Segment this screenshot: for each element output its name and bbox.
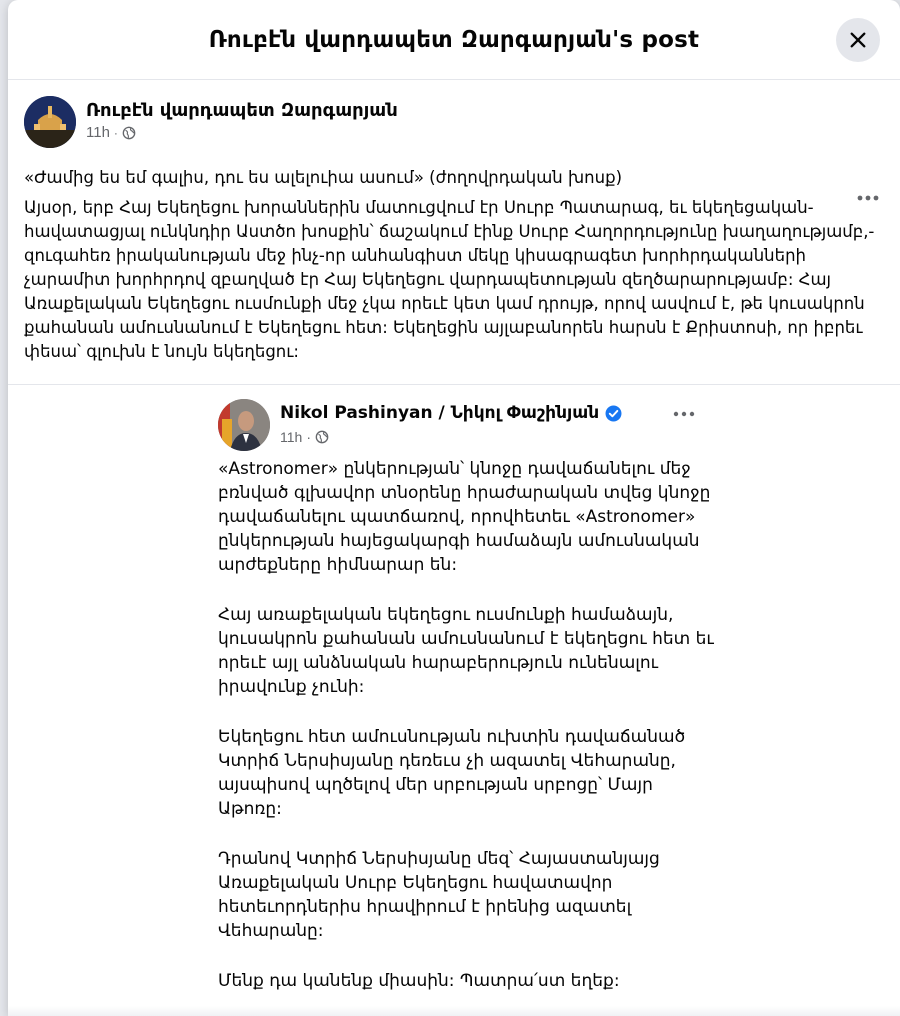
dialog-header: [8, 0, 900, 80]
avatar-image: [218, 399, 270, 451]
verified-badge-icon: [605, 405, 622, 422]
meta-separator: ·: [306, 429, 311, 445]
author-avatar[interactable]: [24, 96, 76, 148]
post-meta: [86, 124, 136, 141]
close-icon: [849, 31, 867, 49]
shared-author: [280, 403, 622, 423]
shared-author-name[interactable]: Nikol Pashinyan / Նիկոլ Փաշինյան: [280, 403, 600, 423]
shared-paragraph: «Astronomer» ընկերության՝ կնոջը դավաճանելու մեջ բռնված գլխավոր տնօրենը հրաժարական տվեց կնոջը դավաճանելու պատճառով, որովհետեւ «Astronomer» ընկերության հայեցակարգի համաձայն ամուսնական արժեքները հիմնարար են:: [218, 459, 711, 575]
post-quote: «Ժամից ես եմ գալիս, դու ես ալելուիա ասում» (ժողովրդական խոսք): [24, 168, 623, 187]
shared-post-time[interactable]: 11h: [280, 429, 303, 445]
shared-post: [8, 384, 900, 1016]
shared-post-meta: [280, 429, 329, 445]
shared-paragraph: Եկեղեցու հետ ամուսնության ուխտին դավաճանած Կտրիճ Ներսիսյանը դեռեւս չի ազատել Վեհարանը, այսպիսով պղծելով մեր սրբության սրբոցը՝ Մայր Աթոռը:: [218, 727, 686, 819]
shared-post-content: [208, 385, 728, 1016]
avatar-image: [24, 96, 76, 148]
shared-more-button[interactable]: [666, 399, 702, 429]
globe-icon: [315, 430, 329, 444]
shared-post-text: [218, 457, 718, 1016]
post-paragraph: Այսօր, երբ Հայ Եկեղեցու խորաններին մատուցվում էր Սուրբ Պատարագ, եւ եկեղեցական-հավատացյալ ունկնդիր Աստծո խոսքին՝ ճաշակում էինք Սուրբ Հաղորդությունը խաղաղությամբ,-զուգահեռ իրականության մեջ ինչ-որ անհանգիստ մեկը կիսագրագետ խորհրդականների չարամիտ խորհրդով զբաղված էր Հայ Եկեղեցու վարդապետության զեղծարարությամբ: Հայ Առաքելական Եկեղեցու ուսմունքի մեջ չկա որեւէ կետ կամ դրույթ, որով ասվում է, թե կուսակրոն քահանան ամուսնանում է Եկեղեցու հետ: Եկեղեցին այլաբանորեն հարսն է Քրիստոսի, որ իբրեւ փեսա՝ գլուխն է նույն եկեղեցու:: [24, 198, 875, 361]
shared-author-avatar[interactable]: [218, 399, 270, 451]
post-dialog: [8, 0, 900, 1016]
more-horizontal-icon: [673, 410, 695, 418]
post-time[interactable]: 11h: [86, 124, 110, 141]
close-button[interactable]: [836, 18, 880, 62]
post-header: [8, 80, 900, 146]
globe-icon: [122, 126, 136, 140]
post: [8, 80, 900, 364]
post-more-button[interactable]: [850, 180, 886, 216]
shared-paragraph: Հայ առաքելական եկեղեցու ուսմունքի համաձայն, կուսակրոն քահանան ամուսնանում է եկեղեցու հետ եւ որեւէ այլ անձնական հարաբերություն ունենալու իրավունք չունի:: [218, 605, 714, 697]
meta-separator: ·: [113, 125, 118, 140]
more-horizontal-icon: [856, 194, 880, 202]
dialog-title: Ռուբէն վարդապետ Զարգարյան's post: [208, 26, 700, 53]
author-name[interactable]: Ռուբէն վարդապետ Զարգարյան: [86, 100, 398, 121]
shared-paragraph: Մենք դա կանենք միասին: Պատրա՛ստ եղեք:: [218, 971, 620, 991]
shared-paragraph: Դրանով Կտրիճ Ներսիսյանը մեզ՝ Հայաստանյայց Առաքելական Սուրբ Եկեղեցու հավատավոր հետեւորդներիս հրավիրում է իրենից ազատել Վեհարանը:: [218, 849, 660, 941]
bottom-edge: [8, 1006, 900, 1016]
